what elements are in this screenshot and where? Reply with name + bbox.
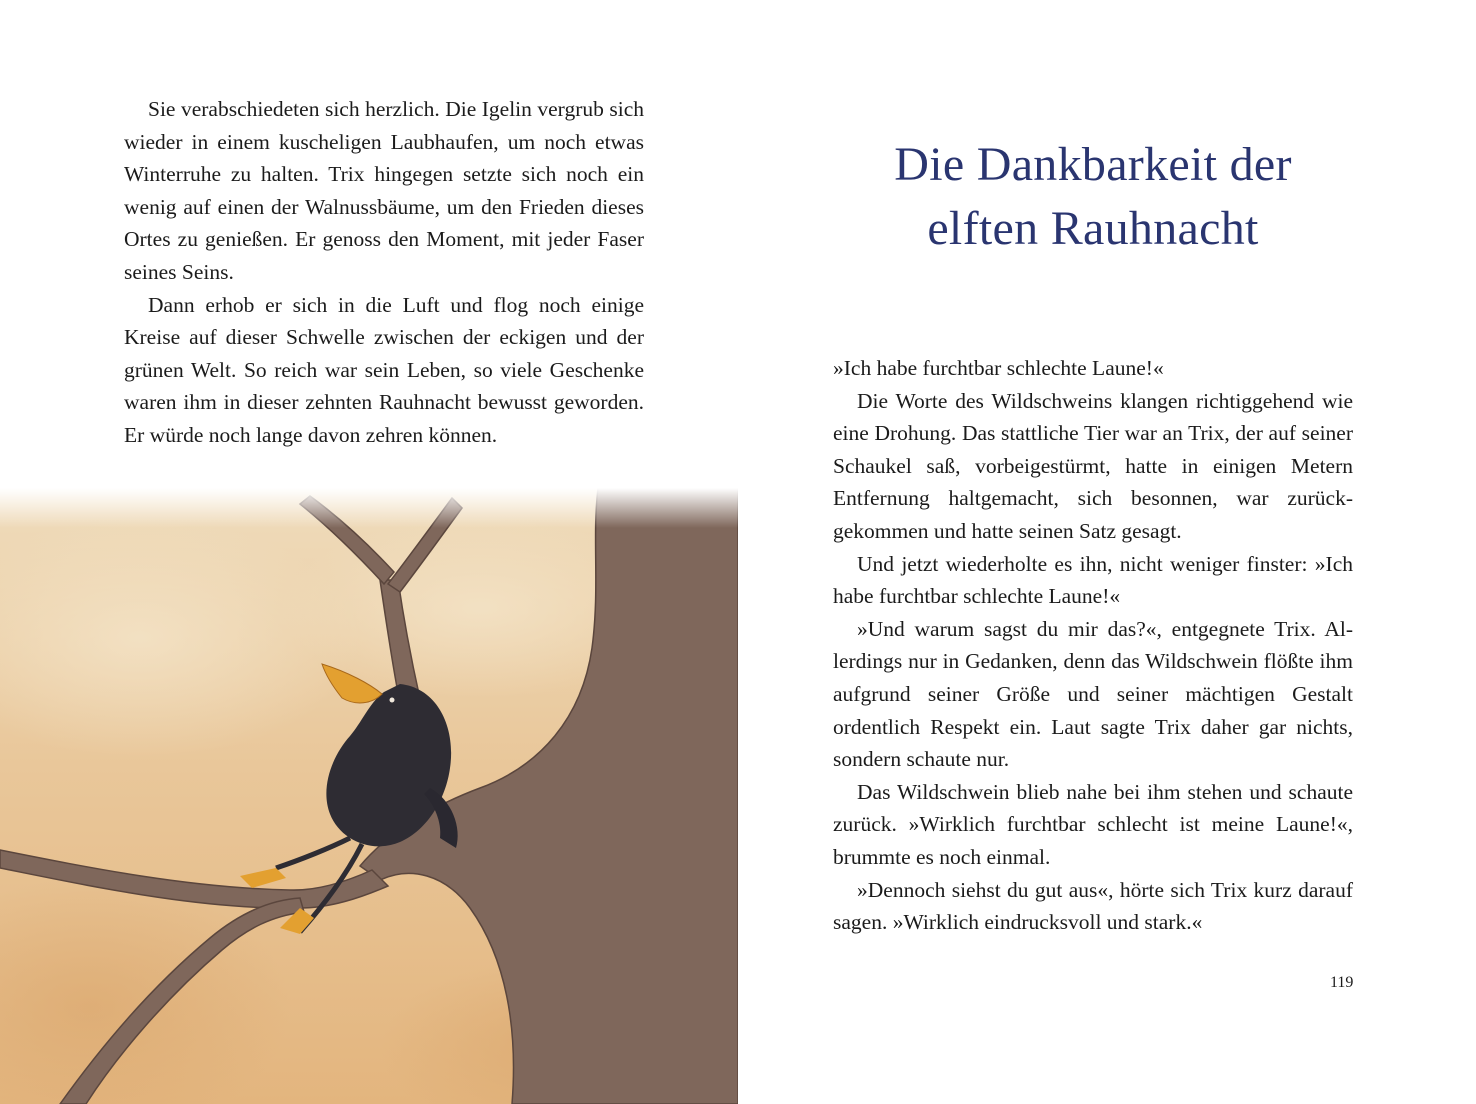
right-paragraph-1: »Ich habe furchtbar schlechte Laune!« (833, 356, 1164, 380)
left-page-text (124, 93, 644, 452)
right-paragraph-5: Das Wildschwein blieb nahe bei ihm stehen und schaute zurück. »Wirklich furchtbar schlecht ist meine Laune!«, brummte es noch einmal. (833, 779, 1353, 869)
right-page-text (833, 352, 1353, 939)
left-paragraph-2: Dann erhob er sich in die Luft und flog noch einige Kreise auf dieser Schwelle zwischen der eckigen und der grünen Welt. So reich war sein Leben, so viele Geschenke waren ihm in dieser zehnten Rauhnacht bewusst geworden. Er würde noch lange davon zehren können. (124, 292, 644, 447)
raven-on-tree-illustration (0, 488, 738, 1104)
chapter-title-line-1: Die Dankbarkeit der (894, 138, 1292, 191)
right-paragraph-4: »Und warum sagst du mir das?«, entgegnete Trix. Allerdings nur in Gedanken, denn das Wildschwein flößte ihm aufgrund seiner Größe und seiner mächtigen Gestalt ordentlich Respekt ein. Laut sagte Trix daher gar nichts, sondern schaute nur. (833, 616, 1353, 772)
right-paragraph-6: »Dennoch siehst du gut aus«, hörte sich Trix kurz darauf sagen. »Wirklich eindrucksvoll und stark.« (833, 877, 1353, 935)
right-paragraph-3: Und jetzt wiederholte es ihn, nicht weniger finster: »Ich habe furchtbar schlechte Laune!« (833, 551, 1353, 609)
right-paragraph-2: Die Worte des Wildschweins klangen richtiggehend wie eine Drohung. Das stattliche Tier war an Trix, der auf seiner Schaukel saß, vorbeigestürmt, hatte in einigen Metern Entfernung haltgemacht, sich besonnen, war zurückgekommen und hatte seinen Satz gesagt. (833, 388, 1353, 543)
chapter-title-line-2: elften Rauhnacht (927, 202, 1259, 255)
right-page (738, 0, 1476, 1104)
raven-eye (390, 698, 395, 703)
page-number: 119 (1330, 974, 1354, 991)
left-paragraph-1: Sie verabschiedeten sich herzlich. Die Igelin vergrub sich wieder in einem kuscheligen Laubhaufen, um noch etwas Winterruhe zu halten. Trix hingegen setzte sich noch ein wenig auf einen der Walnussbäume, um den Frieden dieses Ortes zu genießen. Er genoss den Moment, mit jeder Faser seines Seins. (124, 97, 644, 284)
chapter-title (778, 133, 1408, 261)
